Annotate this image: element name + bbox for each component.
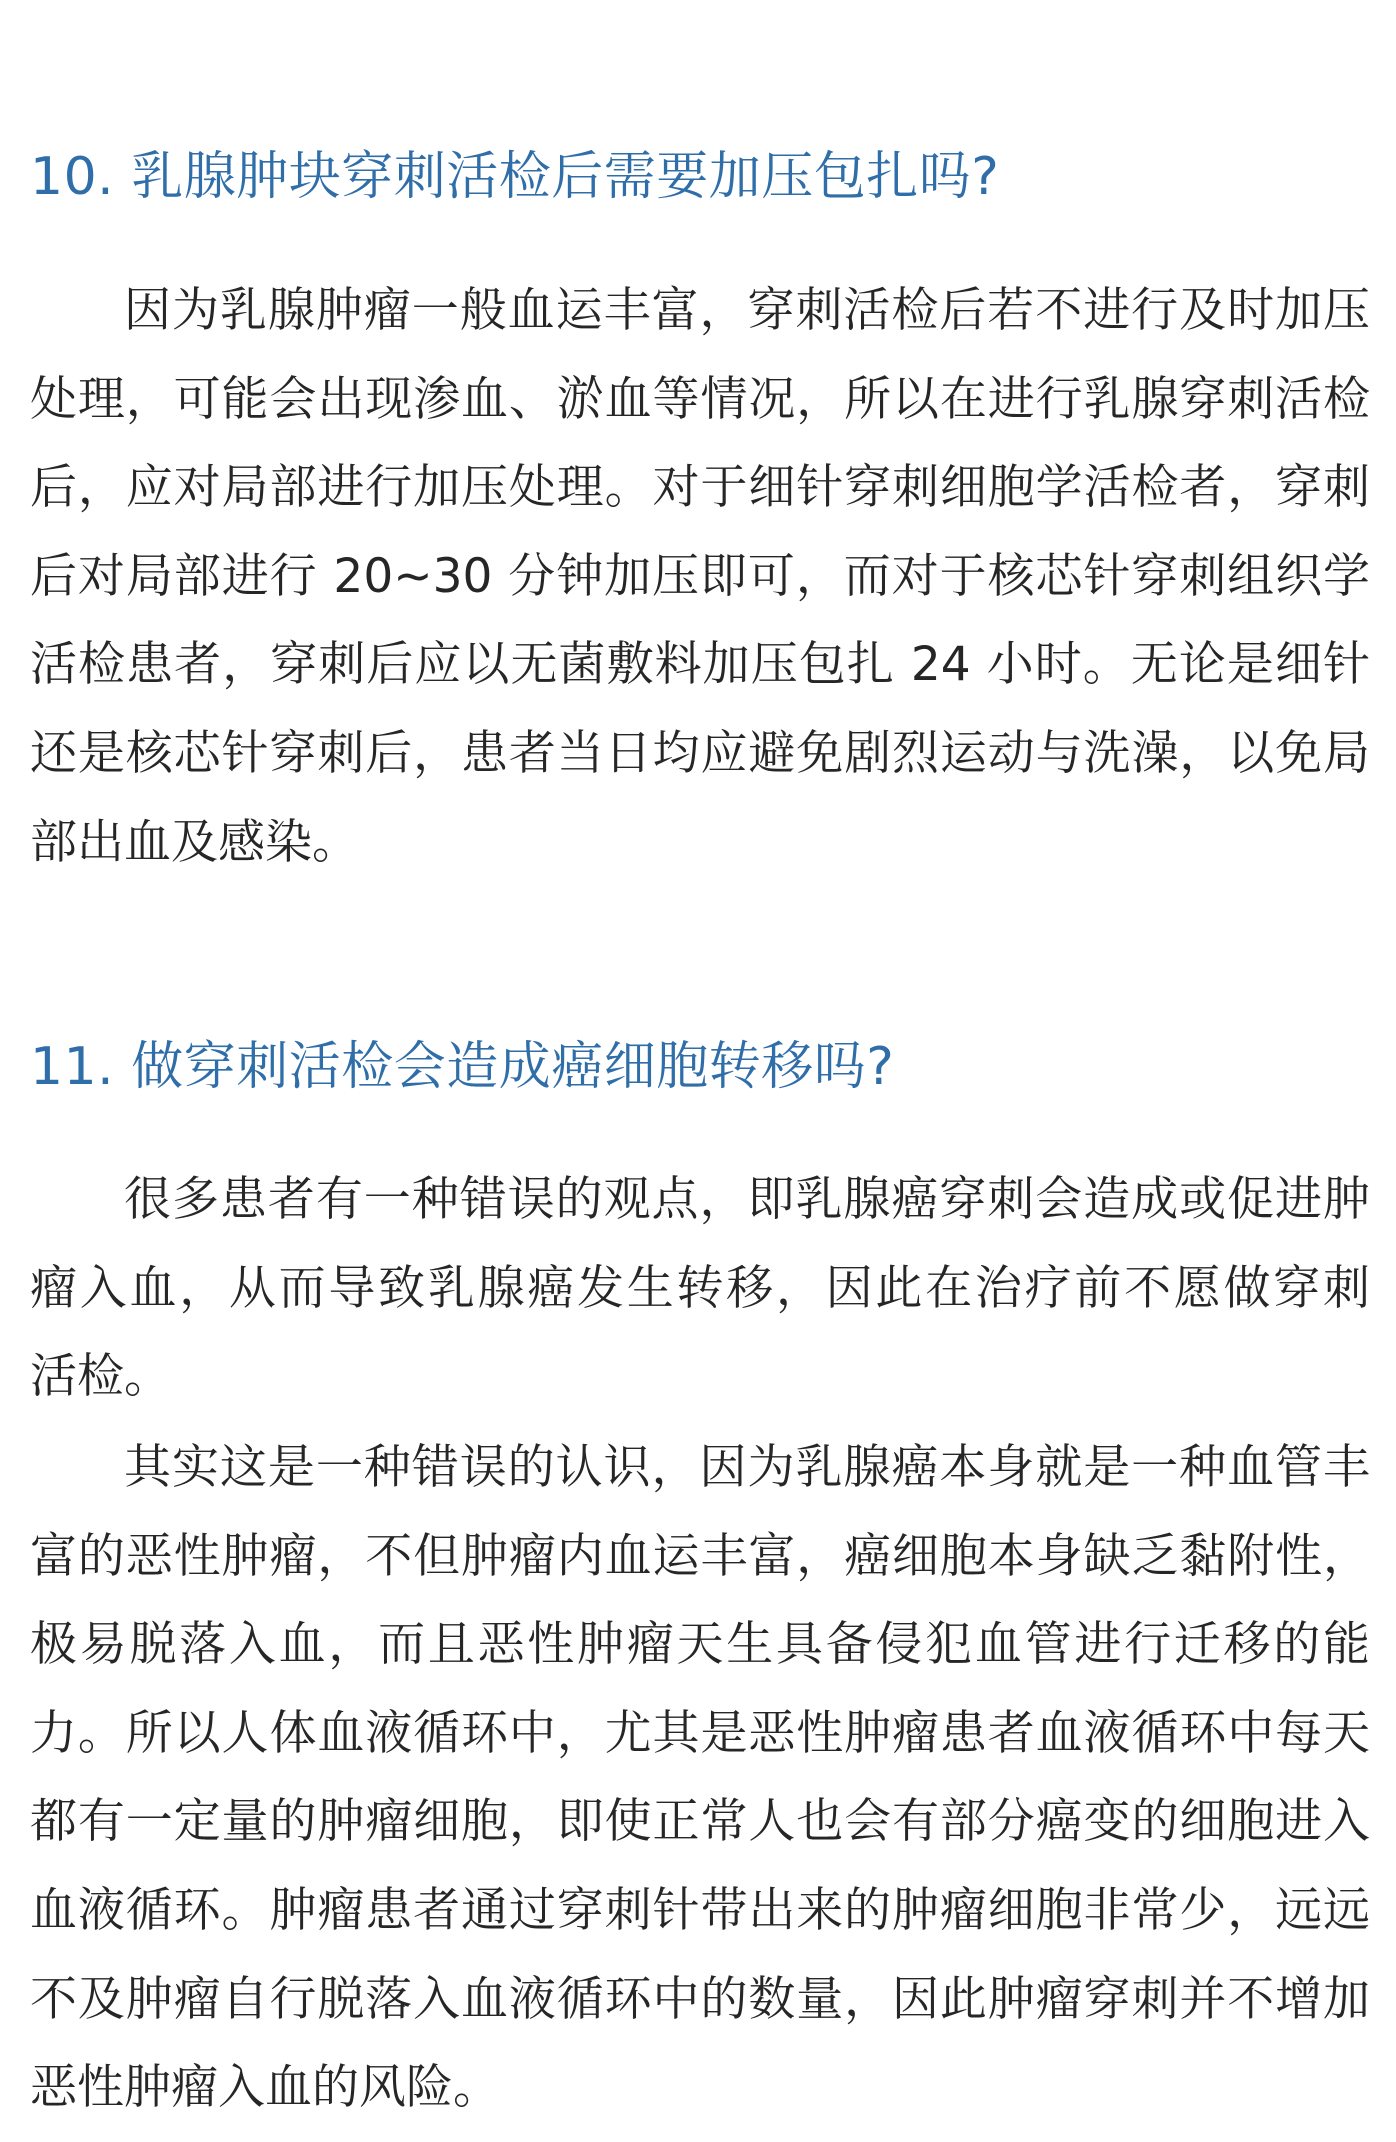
text-line: 后，应对局部进行加压处理。对于细针穿刺细胞学活检者，穿刺 [30, 460, 1370, 516]
section-heading-10: 10. 乳腺肿块穿刺活检后需要加压包扎吗? [30, 147, 1000, 207]
text-line: 血液循环。肿瘤患者通过穿刺针带出来的肿瘤细胞非常少，远远 [30, 1882, 1370, 1938]
text-line: 恶性肿瘤入血的风险。 [30, 2060, 500, 2116]
text-line: 活检。 [30, 1349, 171, 1405]
section-10-paragraph-1 [30, 267, 1370, 887]
text-line: 不及肿瘤自行脱落入血液循环中的数量，因此肿瘤穿刺并不增加 [30, 1971, 1370, 2027]
text-line: 力。所以人体血液循环中，尤其是恶性肿瘤患者血液循环中每天 [30, 1705, 1370, 1761]
text-line: 因为乳腺肿瘤一般血运丰富，穿刺活检后若不进行及时加压 [124, 283, 1370, 338]
section-11-paragraph-1 [30, 1156, 1370, 1422]
text-line: 很多患者有一种错误的观点，即乳腺癌穿刺会造成或促进肿 [124, 1172, 1370, 1227]
text-line: 后对局部进行 20~30 分钟加压即可，而对于核芯针穿刺组织学 [30, 548, 1370, 604]
text-line: 活检患者，穿刺后应以无菌敷料加压包扎 24 小时。无论是细针 [30, 637, 1370, 693]
section-heading-11: 11. 做穿刺活检会造成癌细胞转移吗? [30, 1037, 895, 1097]
text-line: 瘤入血，从而导致乳腺癌发生转移，因此在治疗前不愿做穿刺 [30, 1260, 1370, 1316]
text-line: 都有一定量的肿瘤细胞，即使正常人也会有部分癌变的细胞进入 [30, 1794, 1370, 1850]
text-line: 其实这是一种错误的认识，因为乳腺癌本身就是一种血管丰 [124, 1440, 1370, 1495]
text-line: 富的恶性肿瘤，不但肿瘤内血运丰富，癌细胞本身缺乏黏附性， [30, 1528, 1370, 1584]
text-line: 处理，可能会出现渗血、淤血等情况，所以在进行乳腺穿刺活检 [30, 371, 1370, 427]
text-line: 部出血及感染。 [30, 814, 359, 870]
text-line: 极易脱落入血，而且恶性肿瘤天生具备侵犯血管进行迁移的能 [30, 1617, 1370, 1673]
text-line: 还是核芯针穿刺后，患者当日均应避免剧烈运动与洗澡，以免局 [30, 725, 1370, 781]
section-11-paragraph-2 [30, 1424, 1370, 2133]
